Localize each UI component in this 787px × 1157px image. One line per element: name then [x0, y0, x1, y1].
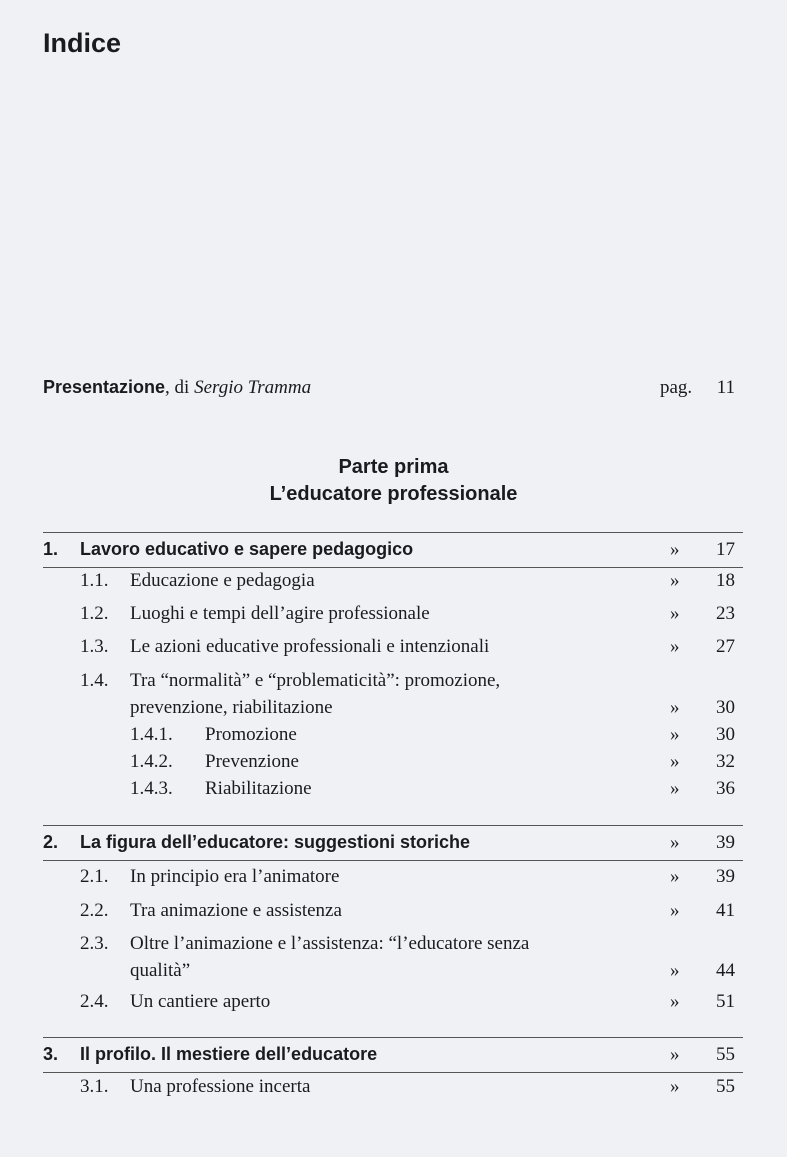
page-number: 55	[716, 1076, 735, 1097]
divider	[43, 1037, 743, 1038]
entry-title: Un cantiere aperto	[130, 991, 271, 1012]
page-number: 44	[716, 960, 735, 981]
chapter-title: Il profilo. Il mestiere dell’educatore	[80, 1044, 378, 1064]
entry-number: 1.4.1.	[130, 724, 173, 745]
ditto-mark: »	[670, 832, 680, 853]
entry-title-continued: qualità”	[130, 960, 191, 981]
page-number: 55	[716, 1044, 735, 1065]
divider	[43, 860, 743, 861]
entry-number: 2.1.	[80, 866, 109, 887]
pag-label: pag.	[660, 377, 693, 398]
part-title: L’educatore professionale	[269, 483, 518, 505]
ditto-mark: »	[670, 900, 680, 921]
presentation-by: , di	[165, 377, 195, 398]
chapter-title: La figura dell’educatore: suggestioni storiche	[80, 832, 471, 852]
page-number: 39	[716, 866, 735, 887]
ditto-mark: »	[670, 751, 680, 772]
entry-title: Tra “normalità” e “problematicità”: promozione,	[130, 670, 501, 691]
chapter-number: 3.	[43, 1044, 59, 1064]
ditto-mark: »	[670, 778, 680, 799]
entry-title: Le azioni educative professionali e intenzionali	[130, 636, 490, 657]
entry-title-continued: prevenzione, riabilitazione	[130, 697, 333, 718]
ditto-mark: »	[670, 697, 680, 718]
entry-number: 1.3.	[80, 636, 109, 657]
entry-number: 3.1.	[80, 1076, 109, 1097]
entry-title: Oltre l’animazione e l’assistenza: “l’educatore senza	[130, 933, 530, 954]
entry-number: 1.4.3.	[130, 778, 173, 799]
page-number: 30	[716, 724, 735, 745]
chapter-title: Lavoro educativo e sapere pedagogico	[80, 539, 414, 559]
ditto-mark: »	[670, 960, 680, 981]
page-number: 18	[716, 570, 735, 591]
ditto-mark: »	[670, 570, 680, 591]
ditto-mark: »	[670, 866, 680, 887]
chapter-number: 2.	[43, 832, 59, 852]
ditto-mark: »	[670, 1044, 680, 1065]
divider	[43, 532, 743, 533]
ditto-mark: »	[670, 636, 680, 657]
entry-title: Educazione e pedagogia	[130, 570, 315, 591]
entry-number: 1.4.	[80, 670, 109, 691]
entry-number: 1.1.	[80, 570, 109, 591]
page-number: 11	[716, 377, 735, 398]
ditto-mark: »	[670, 539, 680, 560]
entry-title: Tra animazione e assistenza	[130, 900, 342, 921]
page-number: 17	[716, 539, 735, 560]
ditto-mark: »	[670, 991, 680, 1012]
entry-title: In principio era l’animatore	[130, 866, 340, 887]
page-number: 39	[716, 832, 735, 853]
presentation-author: Sergio Tramma	[194, 377, 312, 398]
chapter-number: 1.	[43, 539, 59, 559]
part-heading: Parte prima	[338, 456, 449, 478]
page-number: 36	[716, 778, 735, 799]
page-title: Indice	[43, 28, 122, 58]
entry-title: Una professione incerta	[130, 1076, 311, 1097]
entry-title: Luoghi e tempi dell’agire professionale	[130, 603, 430, 624]
ditto-mark: »	[670, 724, 680, 745]
entry-title: Promozione	[205, 724, 297, 745]
entry-number: 1.2.	[80, 603, 109, 624]
entry-number: 2.3.	[80, 933, 109, 954]
page-number: 27	[716, 636, 735, 657]
ditto-mark: »	[670, 603, 680, 624]
page-number: 23	[716, 603, 735, 624]
entry-title: Riabilitazione	[205, 778, 312, 799]
divider	[43, 825, 743, 826]
presentation-label: Presentazione	[43, 377, 166, 397]
page-number: 51	[716, 991, 735, 1012]
page-number: 41	[716, 900, 735, 921]
entry-number: 1.4.2.	[130, 751, 173, 772]
entry-number: 2.2.	[80, 900, 109, 921]
entry-title: Prevenzione	[205, 751, 299, 772]
page-number: 30	[716, 697, 735, 718]
ditto-mark: »	[670, 1076, 680, 1097]
page-number: 32	[716, 751, 735, 772]
entry-number: 2.4.	[80, 991, 109, 1012]
